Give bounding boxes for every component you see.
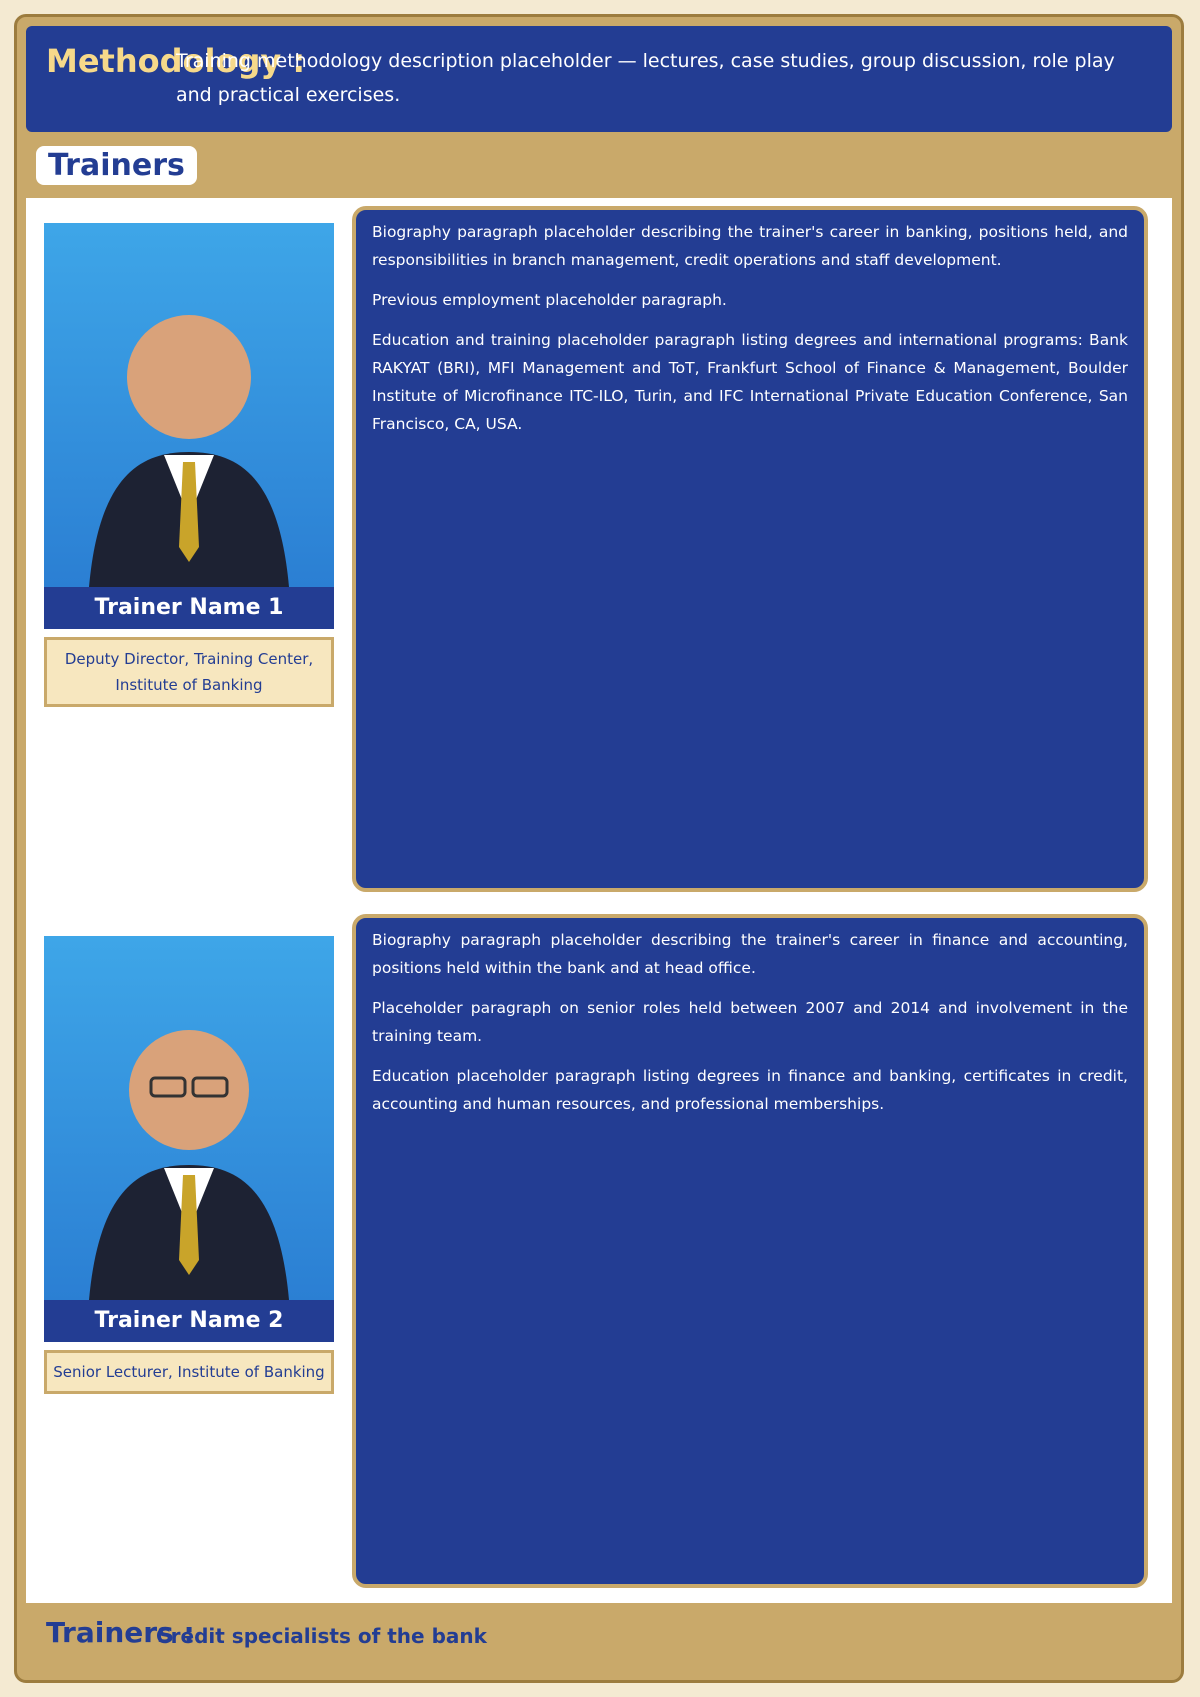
bio-paragraph: Biography paragraph placeholder describing the trainer's career in banking, positions held, and responsibilities in branch management, credit operations and staff development.	[372, 223, 1128, 269]
methodology-label: Methodology :	[46, 42, 306, 80]
section-title: Trainers	[36, 146, 197, 185]
trainer-bio	[352, 914, 1148, 1588]
trainer-bio	[352, 206, 1148, 892]
bio-paragraph: Biography paragraph placeholder describing the trainer's career in finance and accounting, positions held within the bank and at head office.	[372, 931, 1128, 977]
bio-paragraph: Previous employment placeholder paragraph.	[372, 291, 727, 309]
methodology-header	[26, 26, 1172, 132]
footer	[26, 1612, 1172, 1664]
trainer-card	[44, 936, 334, 1394]
methodology-description: Training methodology description placeholder — lectures, case studies, group discussion, role play and practical exercises.	[176, 50, 1115, 106]
trainer-role: Senior Lecturer, Institute of Banking	[44, 1350, 334, 1394]
trainer-name: Trainer Name 1	[44, 587, 334, 629]
bio-paragraph: Placeholder paragraph on senior roles held between 2007 and 2014 and involvement in the training team.	[372, 999, 1128, 1045]
footer-label: Trainers :	[46, 1616, 195, 1649]
trainer-photo	[44, 223, 334, 587]
trainer-card	[44, 223, 334, 707]
content-area	[26, 198, 1172, 1603]
bio-paragraph: Education placeholder paragraph listing degrees in finance and banking, certificates in credit, accounting and human resources, and professional memberships.	[372, 1067, 1128, 1113]
footer-text: Credit specialists of the bank	[156, 1624, 487, 1648]
trainer-photo	[44, 936, 334, 1300]
person-icon	[79, 1000, 299, 1300]
trainer-name: Trainer Name 2	[44, 1300, 334, 1342]
trainer-role: Deputy Director, Training Center, Institute of Banking	[44, 637, 334, 707]
person-icon	[79, 287, 299, 587]
bio-paragraph: Education and training placeholder paragraph listing degrees and international programs: Bank RAKYAT (BRI), MFI Management and ToT, Frankfurt School of Finance & Management, Boulder Institute of Microfinance ITC-ILO, Turin, and IFC International Private Education Conference, San Francisco, CA, USA.	[372, 331, 1128, 433]
